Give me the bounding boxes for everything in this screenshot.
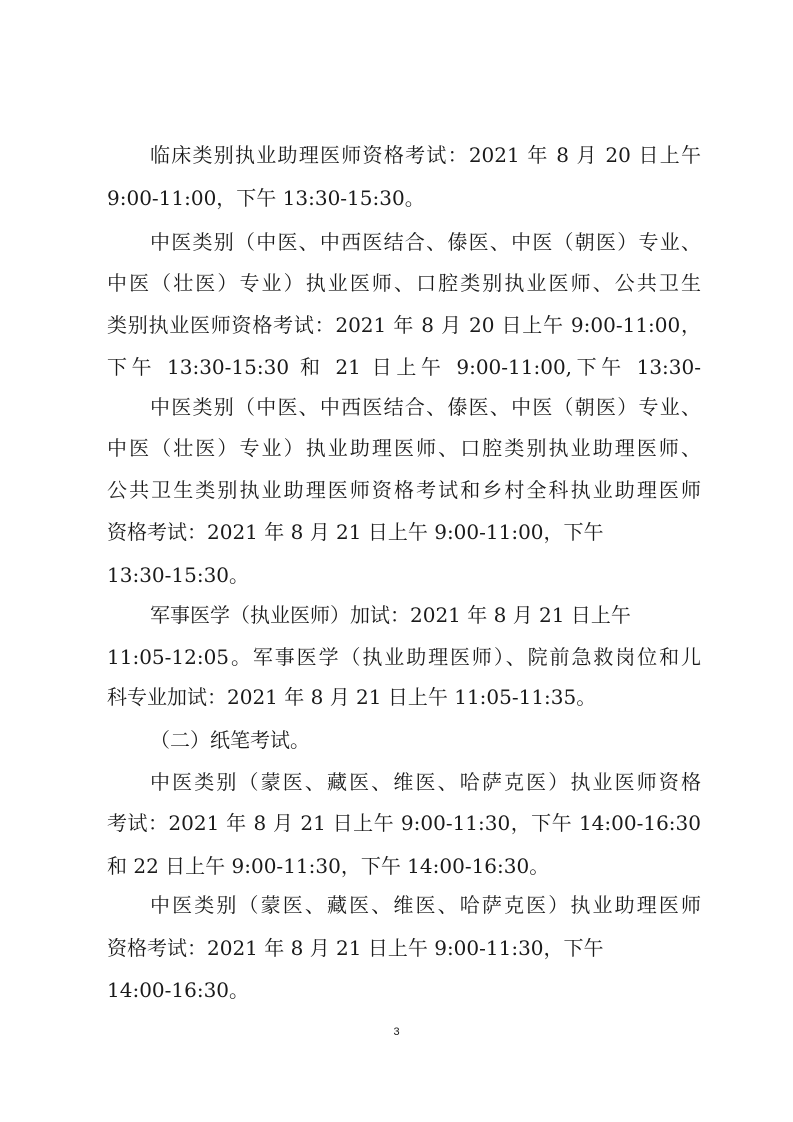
paragraph-line: 资格考试：2021 年 8 月 21 日上午 9:00-11:30，下午 bbox=[107, 936, 604, 960]
paragraph-line: 11:05-12:05。军事医学（执业助理医师）、院前急救岗位和儿 bbox=[107, 645, 701, 669]
paragraph-line: 和 22 日上午 9:00-11:30，下午 14:00-16:30。 bbox=[107, 854, 550, 878]
paragraph-line: 中医类别（中医、中西医结合、傣医、中医（朝医）专业、 bbox=[150, 230, 701, 254]
paragraph-line: 科专业加试：2021 年 8 月 21 日上午 11:05-11:35。 bbox=[107, 685, 597, 709]
paragraph-line: 13:30-15:30。 bbox=[107, 563, 250, 587]
paragraph-line: 资格考试：2021 年 8 月 21 日上午 9:00-11:00，下午 bbox=[107, 520, 604, 544]
paragraph-line: 14:00-16:30。 bbox=[107, 978, 250, 1002]
paragraph-line: 临床类别执业助理医师资格考试：2021 年 8 月 20 日上午 bbox=[150, 143, 701, 167]
paragraph-line: 下午 13:30-15:30 和 21 日上午 9:00-11:00,下午 13:30- bbox=[107, 355, 701, 379]
paragraph-line: 中医类别（蒙医、藏医、维医、哈萨克医）执业医师资格 bbox=[150, 770, 701, 794]
page-number: 3 bbox=[393, 1026, 400, 1038]
paragraph-line: 考试：2021 年 8 月 21 日上午 9:00-11:30，下午 14:00-16:30 bbox=[107, 811, 701, 835]
section-heading: （二）纸笔考试。 bbox=[150, 728, 310, 752]
paragraph-line: 9:00-11:00，下午 13:30-15:30。 bbox=[107, 186, 425, 210]
paragraph-line: 中医（壮医）专业）执业助理医师、口腔类别执业助理医师、 bbox=[107, 436, 701, 460]
paragraph-line: 中医类别（蒙医、藏医、维医、哈萨克医）执业助理医师 bbox=[150, 893, 701, 917]
paragraph-line: 中医（壮医）专业）执业医师、口腔类别执业医师、公共卫生 bbox=[107, 271, 701, 295]
paragraph-line: 类别执业医师资格考试：2021 年 8 月 20 日上午 9:00-11:00， bbox=[107, 313, 701, 337]
paragraph-line: 中医类别（中医、中西医结合、傣医、中医（朝医）专业、 bbox=[150, 395, 701, 419]
paragraph-line: 军事医学（执业医师）加试：2021 年 8 月 21 日上午 bbox=[150, 603, 631, 627]
paragraph-line: 公共卫生类别执业助理医师资格考试和乡村全科执业助理医师 bbox=[107, 478, 701, 502]
